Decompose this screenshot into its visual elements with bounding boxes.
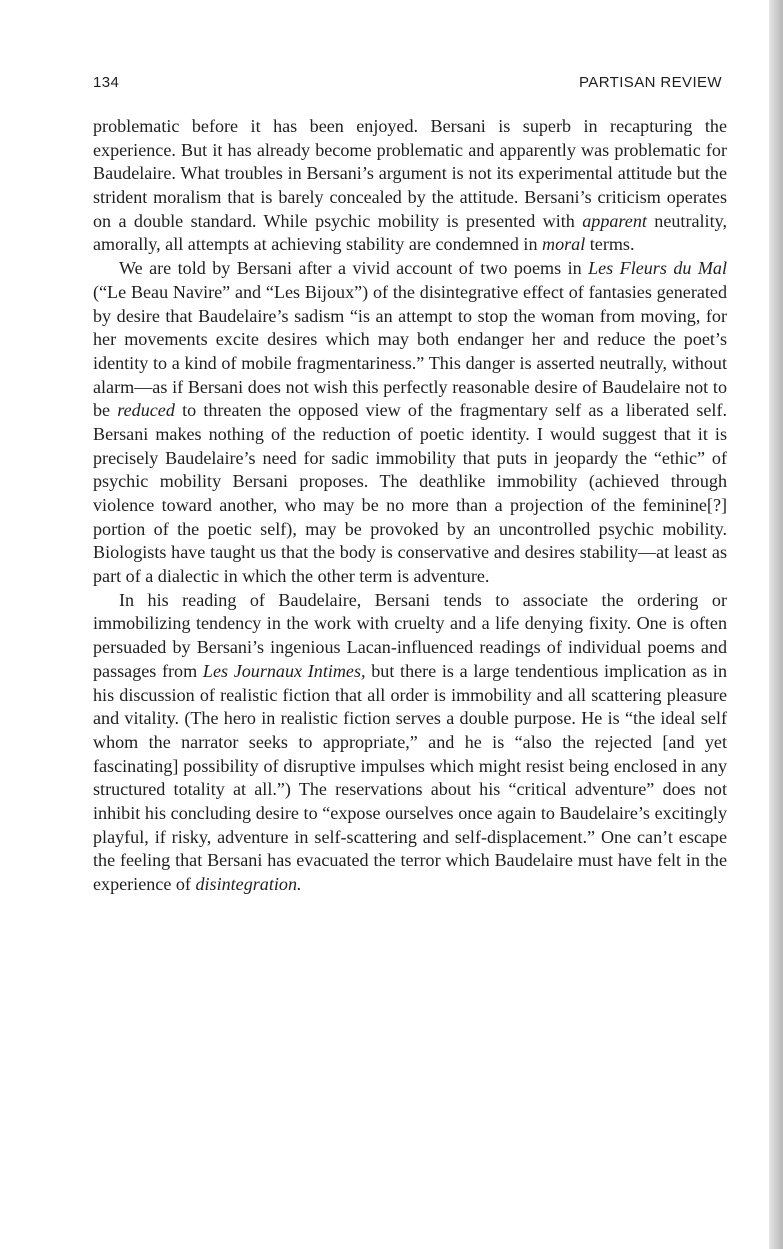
journal-title: PARTISAN REVIEW: [579, 74, 722, 91]
text-run: terms.: [585, 234, 635, 255]
paragraph-1: [93, 115, 727, 257]
paragraph-2: [93, 257, 727, 589]
body-text: [93, 115, 727, 897]
page-edge-shadow: [769, 0, 783, 1249]
italic-text: reduced: [117, 400, 175, 421]
paragraph-3: [93, 589, 727, 897]
italic-text: disintegration.: [195, 874, 302, 894]
text-run: to threaten the opposed view of the fragmentary self as a liberated self. Bersani makes nothing of the reduction of poetic identity. I would suggest that it is precisely Baudelaire’s need for sadic immobility that puts in jeopardy the “ethic” of psychic mobility Bersani proposes. The deathlike immobility (achieved through violence toward another, who may be no more than a projection of the feminine[?] portion of the poetic self), may be provoked by an uncontrolled psychic mobility. Biologists have taught us that the body is conservative and desires stability—at least as part of a dialectic in which the other term is adventure.: [93, 400, 727, 587]
italic-text: moral: [542, 234, 586, 255]
running-head: [93, 74, 722, 96]
text-run: neutrality, amorally, all attempts at achieving stability are condemned in: [93, 210, 727, 255]
text-run: We are told by Bersani after a vivid account of two poems in: [119, 258, 589, 279]
italic-text: Les Journaux Intimes,: [202, 660, 366, 681]
text-run: (“Le Beau Navire” and “Les Bijoux”) of the disintegrative effect of fantasies generated by desire that Baudelaire’s sadism “is an attempt to stop the woman from moving, for her movements excite desires which may both endanger her and reduce the poet’s identity to a kind of mobile fragmentariness.” This danger is asserted neutrally, without alarm—as if Bersani does not wish this perfectly reasonable desire of Baudelaire not to be: [93, 281, 727, 421]
text-run: In his reading of Baudelaire, Bersani tends to associate the ordering or immobilizing tendency in the work with cruelty and a life denying fixity. One is often persuaded by Bersani’s ingenious Lacan-influenced readings of individual poems and passages from: [93, 589, 727, 681]
text-run: but there is a large tendentious implication as in his discussion of realistic fiction that all order is immobility and all scattering pleasure and vitality. (The hero in realistic fiction serves a double purpose. He is “the ideal self whom the narrator seeks to appropriate,” and he is “also the rejected [and yet fascinating] possibility of disruptive impulses which might resist being enclosed in any structured totality at all.”) The reservations about his “critical adventure” does not inhibit his concluding desire to “expose ourselves once again to Baudelaire’s excitingly playful, if risky, adventure in self-scattering and self-displacement.” One can’t escape the feeling that Bersani has evacuated the terror which Baudelaire must have felt in the experience of: [93, 660, 727, 894]
page-number: 134: [93, 74, 120, 91]
italic-text: apparent: [582, 210, 647, 231]
italic-text: Les Fleurs du Mal: [588, 258, 727, 279]
text-run: problematic before it has been enjoyed. Bersani is superb in recapturing the experience. But it has already become problematic and apparently was problematic for Baudelaire. What troubles in Bersani’s argument is not its experimental attitude but the strident moralism that is barely concealed by the attitude. Bersani’s criticism operates on a double standard. While psychic mobility is presented with: [93, 116, 727, 231]
